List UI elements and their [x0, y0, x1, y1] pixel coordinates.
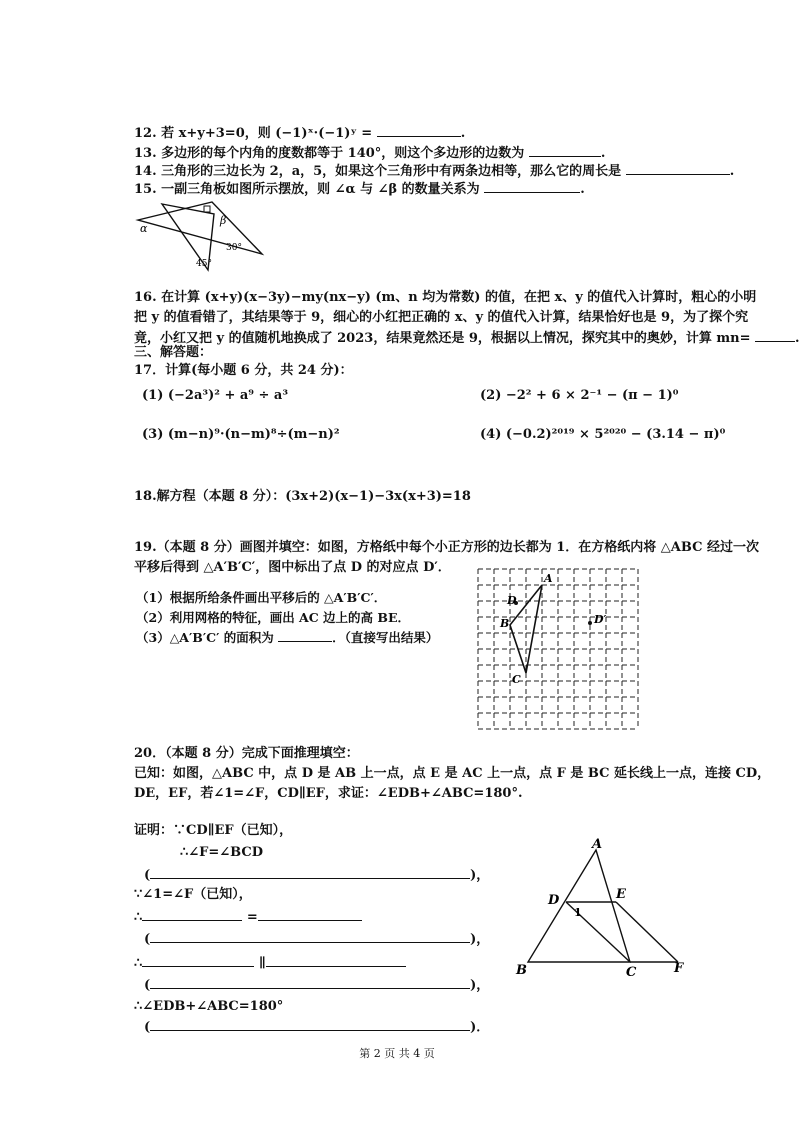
- q20-reason-3-open: (: [144, 978, 151, 993]
- q20-reason-2: [144, 930, 489, 948]
- q19-sub-1: （1）根据所给条件画出平移后的 △A′B′C′．: [136, 590, 387, 605]
- q20-step-2-equals: =: [246, 910, 258, 925]
- q20-reason-3-close: )，: [470, 978, 490, 993]
- q12-end: .: [460, 126, 466, 141]
- right-angle-mark: [204, 206, 210, 212]
- point-d-prime: [588, 621, 592, 625]
- q20-reason-1: [144, 866, 489, 884]
- q20-given-2: DE，EF，若∠1=∠F，CD∥EF，求证：∠EDB+∠ABC=180°.: [134, 786, 523, 801]
- q20-step-3-therefore: ∴: [134, 956, 143, 971]
- fig-label-c: C: [626, 965, 637, 980]
- grid-label-c: C: [512, 673, 521, 686]
- q19-area-answer-blank[interactable]: [278, 629, 332, 642]
- q20-given-1: 已知：如图，△ABC 中，点 D 是 AB 上一点，点 E 是 AC 上一点，点 F 是 BC 延长线上一点，连接 CD，: [134, 766, 771, 781]
- q17-part-2: (2) −2² + 6 × 2⁻¹ − (π − 1)⁰: [480, 388, 679, 403]
- fig-label-a: A: [592, 837, 603, 852]
- q19-sub-2: （2）利用网格的特征，画出 AC 边上的高 BE．: [136, 610, 410, 625]
- q15-answer-blank[interactable]: [484, 180, 580, 193]
- q20-step-2-right-blank[interactable]: [258, 908, 362, 921]
- question-13: [134, 144, 605, 162]
- fig-label-e: E: [616, 887, 626, 902]
- dashed-grid: [478, 569, 638, 729]
- q15-45-label: 45°: [196, 259, 212, 269]
- q20-reason-2-blank[interactable]: [150, 930, 470, 943]
- q20-reason-4-open: (: [144, 1020, 151, 1035]
- q17-title: 17．计算(每小题 6 分，共 24 分)：: [134, 363, 353, 378]
- fig-label-d: D: [548, 893, 560, 908]
- q14-text: 14. 三角形的三边长为 2，a，5，如果这个三角形中有两条边相等，那么它的周长是: [134, 164, 622, 179]
- q19-sub-3: [136, 629, 438, 646]
- q16-line-3: [134, 329, 800, 347]
- q20-title: 20．（本题 8 分）完成下面推理填空：: [134, 746, 359, 761]
- q20-reason-4-close: )．: [470, 1020, 490, 1035]
- q20-reason-4: [144, 1018, 489, 1036]
- q20-reason-3: [144, 976, 489, 994]
- q13-text: 13. 多边形的每个内角的度数都等于 140°，则这个多边形的边数为: [134, 146, 525, 161]
- q20-reason-4-blank[interactable]: [150, 1018, 470, 1031]
- page-footer: 第 2 页 共 4 页: [359, 1047, 435, 1060]
- q20-reason-1-open: (: [144, 868, 151, 883]
- q19-sub-3-tail: ．（直接写出结果）: [332, 630, 439, 645]
- q13-end: .: [600, 146, 606, 161]
- q20-triangle-figure: [508, 838, 698, 978]
- q20-step-3-right-blank[interactable]: [266, 954, 406, 967]
- question-18: 18.解方程（本题 8 分）：(3x+2)(x−1)−3x(x+3)=18: [134, 489, 471, 504]
- q20-step-2-left-blank[interactable]: [142, 908, 242, 921]
- q20-reason-2-open: (: [144, 932, 151, 947]
- q16-answer-blank[interactable]: [755, 329, 795, 342]
- q17-part-1: (1) (−2a³)² + a⁹ ÷ a³: [142, 388, 289, 403]
- grid-label-b: B: [500, 617, 510, 630]
- q20-reason-1-close: )，: [470, 868, 490, 883]
- q20-proof-start: 证明：∵CD∥EF（已知），: [134, 823, 293, 838]
- q16-line-3-text: 竟，小红又把 y 的值随机地换成了 2023，结果竟然还是 9，根据以上情况，探究其中的奥妙，计算 mn=: [134, 331, 751, 346]
- q17-part-3: (3) (m−n)⁹·(n−m)⁸÷(m−n)²: [142, 427, 340, 442]
- grid-label-d: D: [507, 594, 517, 607]
- fig-angle-1: 1: [574, 906, 582, 919]
- q20-because-2: ∵∠1=∠F（已知），: [134, 887, 252, 902]
- set-square-30: [138, 202, 262, 254]
- q19-grid-figure[interactable]: [474, 565, 648, 733]
- q15-set-squares-figure: [134, 198, 270, 274]
- q16-line-2: 把 y 的值看错了，其结果等于 9，细心的小红把正确的 x、y 的值代入计算，结果恰好也是 9，为了探个究: [134, 310, 749, 325]
- q12-answer-blank[interactable]: [377, 124, 461, 137]
- q19-line-1: 19.（本题 8 分）画图并填空：如图，方格纸中每个小正方形的边长都为 1．在方格纸内将 △ABC 经过一次: [134, 540, 759, 555]
- q20-step-3: [134, 954, 406, 972]
- q15-text: 15. 一副三角板如图所示摆放，则 ∠α 与 ∠β 的数量关系为: [134, 182, 480, 197]
- q14-answer-blank[interactable]: [626, 162, 730, 175]
- q15-end: .: [580, 182, 585, 197]
- segment-ef: [616, 902, 678, 962]
- q12-text: 12. 若 x+y+3=0，则 (−1)ˣ·(−1)ʸ =: [134, 126, 373, 141]
- q19-sub-3-text: （3）△A′B′C′ 的面积为: [136, 630, 274, 645]
- grid-label-d-prime: D′: [594, 613, 607, 626]
- q20-step-3-left-blank[interactable]: [142, 954, 254, 967]
- q20-reason-1-blank[interactable]: [150, 866, 470, 879]
- question-15: [134, 180, 585, 198]
- q20-reason-3-blank[interactable]: [150, 976, 470, 989]
- question-12: [134, 124, 465, 142]
- grid-label-a: A: [544, 572, 553, 585]
- fig-label-b: B: [516, 963, 527, 978]
- q20-step-2: [134, 908, 362, 926]
- question-14: [134, 162, 734, 180]
- q20-step-1: ∴∠F=∠BCD: [180, 845, 264, 860]
- q17-part-4: (4) (−0.2)²⁰¹⁹ × 5²⁰²⁰ − (3.14 − π)⁰: [480, 427, 726, 442]
- q15-alpha-label: α: [140, 222, 148, 235]
- q15-beta-label: β: [220, 214, 227, 227]
- q14-end: .: [729, 164, 735, 179]
- q16-end: .: [795, 331, 800, 346]
- q20-step-3-parallel: ∥: [258, 956, 266, 971]
- q20-conclusion: ∴∠EDB+∠ABC=180°: [134, 999, 284, 1014]
- q19-line-2: 平移后得到 △A′B′C′，图中标出了点 D 的对应点 D′．: [134, 560, 451, 575]
- q20-reason-2-close: )，: [470, 932, 490, 947]
- q13-answer-blank[interactable]: [529, 144, 601, 157]
- q15-30-label: 30°: [226, 243, 242, 253]
- q16-line-1: 16. 在计算 (x+y)(x−3y)−my(nx−y) (m、n 均为常数) 的值，在把 x、y 的值代入计算时，粗心的小明: [134, 290, 757, 305]
- q20-step-2-therefore: ∴: [134, 910, 143, 925]
- fig-label-f: F: [674, 961, 684, 976]
- section-3-heading: 三、解答题：: [134, 345, 213, 360]
